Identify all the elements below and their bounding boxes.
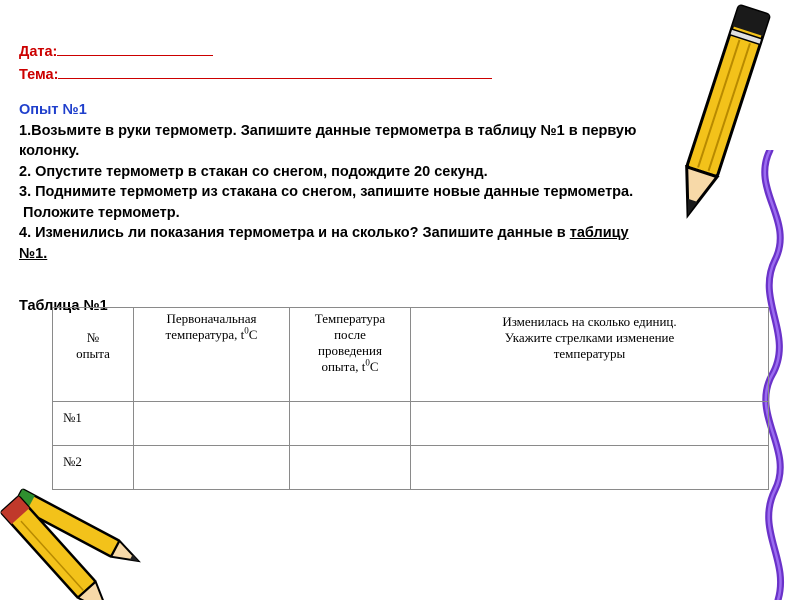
date-blank bbox=[57, 40, 213, 56]
topic-label: Тема: bbox=[19, 67, 59, 83]
header-cell-change: Изменилась на сколько единиц. Укажите стрелками изменение температуры bbox=[411, 308, 769, 402]
table-cell[interactable] bbox=[411, 402, 769, 446]
table-cell[interactable] bbox=[411, 446, 769, 490]
topic-blank bbox=[58, 63, 492, 79]
header-cell-after-temp: Температура после проведения опыта, $t^0С$ bbox=[290, 308, 411, 402]
table-cell[interactable] bbox=[290, 446, 411, 490]
header bbox=[19, 40, 492, 86]
step-3-line-2: Положите термометр. bbox=[19, 204, 180, 221]
table-row bbox=[53, 446, 769, 490]
row-label: №1 bbox=[53, 402, 134, 446]
table-row bbox=[53, 402, 769, 446]
date-line bbox=[19, 40, 492, 63]
table-title: Таблица №1 bbox=[19, 298, 108, 314]
table-cell[interactable] bbox=[134, 446, 290, 490]
step-2: 2. Опустите термометр в стакан со снегом, подождите 20 секунд. bbox=[19, 163, 488, 180]
task-instructions bbox=[19, 100, 779, 264]
pencils-icon bbox=[0, 480, 175, 600]
step-1-line-2: колонку. bbox=[19, 143, 80, 159]
step-4-line-1 bbox=[19, 223, 779, 244]
step-1-line-1: 1.Возьмите в руки термометр. Запишите данные термометра в таблицу №1 в первую bbox=[19, 122, 637, 139]
header-cell-initial-temp: Первоначальная температура, $t^0С$ bbox=[134, 308, 290, 402]
results-table bbox=[52, 307, 769, 490]
topic-line bbox=[19, 63, 492, 86]
header-cell-experiment-no: № опыта bbox=[53, 308, 134, 402]
date-label: Дата: bbox=[19, 44, 58, 60]
experiment-title: Опыт №1 bbox=[19, 102, 87, 118]
step-3-line-1: 3. Поднимите термометр из стакана со снегом, запишите новые данные термометра. bbox=[19, 184, 634, 200]
table-cell[interactable] bbox=[134, 402, 290, 446]
table-cell[interactable] bbox=[290, 402, 411, 446]
step-4-table-link: таблицу bbox=[569, 225, 629, 241]
step-4-text: 4. Изменились ли показания термометра и на сколько? Запишите данные в bbox=[19, 225, 570, 241]
table-header-row bbox=[53, 308, 769, 402]
step-4-line-2: №1. bbox=[19, 245, 48, 262]
row-label: №2 bbox=[53, 446, 134, 490]
